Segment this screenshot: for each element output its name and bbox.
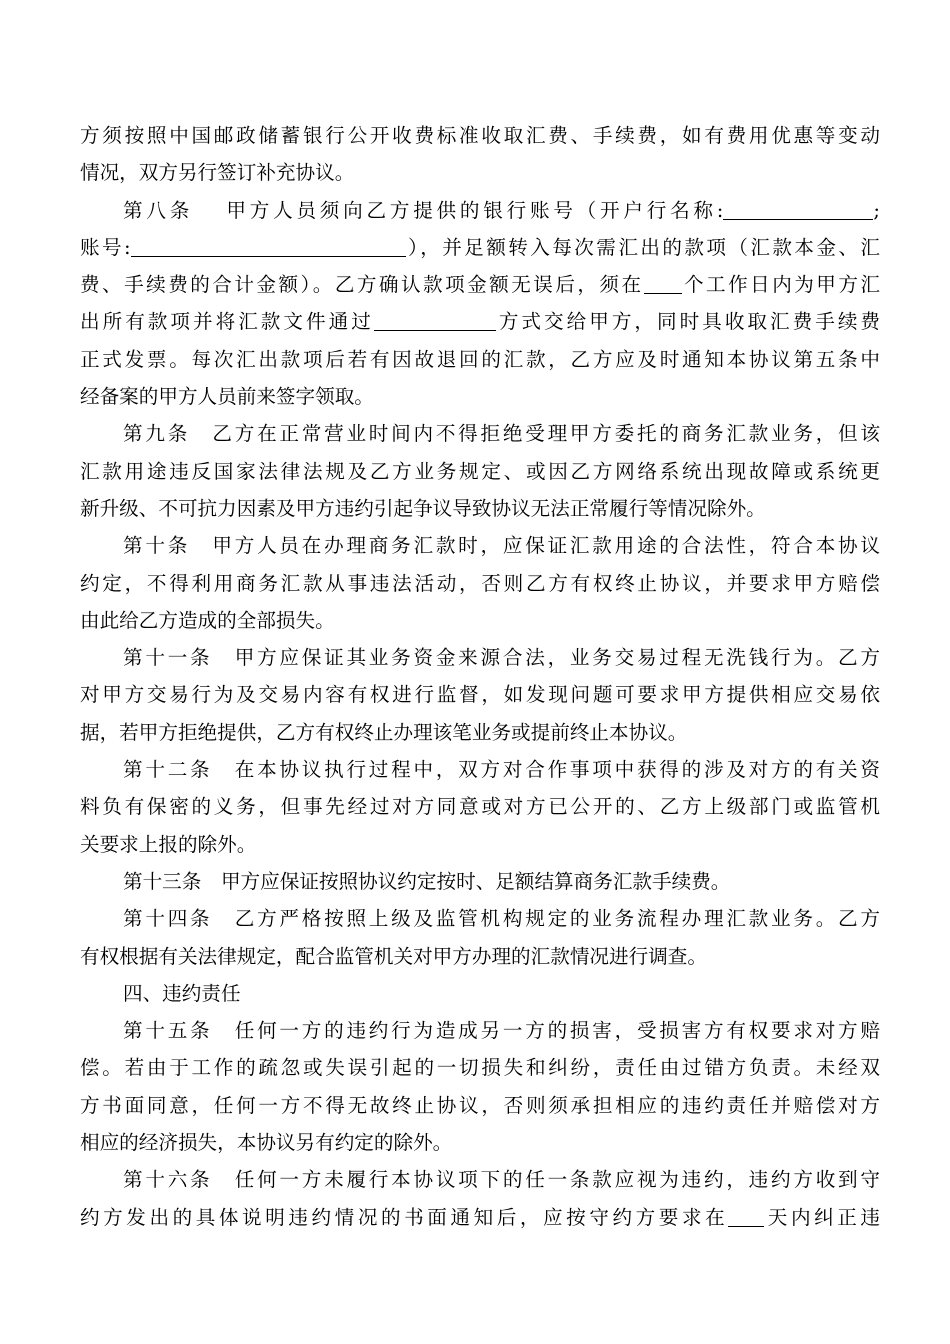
article-8-line-4 (80, 303, 880, 340)
text-segment: 第八条 甲方人员须向乙方提供的银行账号（开户行名称: (123, 198, 724, 222)
text-line: 经备案的甲方人员前来签字领取。 (80, 385, 374, 409)
bank-name-blank (723, 197, 873, 220)
article-13-heading-line: 第十三条 甲方应保证按照协议约定按时、足额结算商务汇款手续费。 (123, 869, 731, 893)
text-line: 由此给乙方造成的全部损失。 (80, 608, 335, 632)
article-14-heading-line: 第十四条 乙方严格按照上级及监管机构规定的业务流程办理汇款业务。乙方 (123, 907, 880, 931)
text-line: 据，若甲方拒绝提供，乙方有权终止办理该笔业务或提前终止本协议。 (80, 720, 688, 744)
article-15-heading-line: 第十五条 任何一方的违约行为造成另一方的损害，受损害方有权要求对方赔 (123, 1019, 880, 1043)
text-segment: 方式交给甲方，同时具收取汇费手续费 (495, 310, 881, 334)
text-line: 偿。若由于工作的疏忽或失误引起的一切损失和纠纷，责任由过错方负责。未经双 (80, 1056, 880, 1080)
text-segment: 账号: (80, 235, 131, 259)
account-number-blank (131, 234, 406, 257)
article-8-line-1 (80, 192, 880, 229)
text-line: 关要求上报的除外。 (80, 832, 257, 856)
article-12-heading-line: 第十二条 在本协议执行过程中，双方对合作事项中获得的涉及对方的有关资 (123, 758, 880, 782)
article-9-heading-line: 第九条 乙方在正常营业时间内不得拒绝受理甲方委托的商务汇款业务，但该 (123, 422, 880, 446)
article-10-heading-line: 第十条 甲方人员在办理商务汇款时，应保证汇款用途的合法性，符合本协议 (123, 534, 880, 558)
text-line: 汇款用途违反国家法律法规及乙方业务规定、或因乙方网络系统出现故障或系统更 (80, 459, 880, 483)
delivery-method-blank (374, 308, 496, 331)
text-segment: 个工作日内为甲方汇 (681, 273, 881, 297)
text-segment: ; (873, 198, 880, 222)
text-line: 约定，不得利用商务汇款从事违法活动，否则乙方有权终止协议，并要求甲方赔偿 (80, 571, 880, 595)
text-segment: 天内纠正违 (764, 1205, 881, 1229)
text-segment: ），并足额转入每次需汇出的款项（汇款本金、汇 (405, 235, 880, 259)
working-days-blank (644, 271, 682, 294)
text-line: 方书面同意，任何一方不得无故终止协议，否则须承担相应的违约责任并赔偿对方 (80, 1093, 880, 1117)
article-16-heading-line: 第十六条 任何一方未履行本协议项下的任一条款应视为违约，违约方收到守 (123, 1168, 880, 1192)
text-line: 料负有保密的义务，但事先经过对方同意或对方已公开的、乙方上级部门或监管机 (80, 795, 880, 819)
article-8-line-2 (80, 229, 880, 266)
text-line: 相应的经济损失，本协议另有约定的除外。 (80, 1131, 453, 1155)
text-line: 正式发票。每次汇出款项后若有因故退回的汇款，乙方应及时通知本协议第五条中 (80, 347, 880, 371)
text-line: 方须按照中国邮政储蓄银行公开收费标准收取汇费、手续费，如有费用优惠等变动 (80, 124, 880, 147)
article-8-line-3 (80, 266, 880, 303)
text-line: 对甲方交易行为及交易内容有权进行监督，如发现问题可要求甲方提供相应交易依 (80, 683, 880, 707)
text-segment: 出所有款项并将汇款文件通过 (80, 310, 374, 334)
text-line: 情况，双方另行签订补充协议。 (80, 161, 355, 185)
article-16-line-2 (80, 1199, 880, 1236)
section-heading-breach-liability: 四、违约责任 (123, 981, 241, 1005)
article-11-heading-line: 第十一条 甲方应保证其业务资金来源合法，业务交易过程无洗钱行为。乙方 (123, 646, 880, 670)
correction-days-blank (728, 1204, 764, 1227)
text-line: 新升级、不可抗力因素及甲方违约引起争议导致协议无法正常履行等情况除外。 (80, 496, 766, 520)
document-page (80, 117, 880, 1236)
text-line: 有权根据有关法律规定，配合监管机关对甲方办理的汇款情况进行调查。 (80, 944, 707, 968)
text-segment: 约方发出的具体说明违约情况的书面通知后，应按守约方要求在 (80, 1205, 729, 1229)
text-segment: 费、手续费的合计金额）。乙方确认款项金额无误后，须在 (80, 273, 644, 297)
